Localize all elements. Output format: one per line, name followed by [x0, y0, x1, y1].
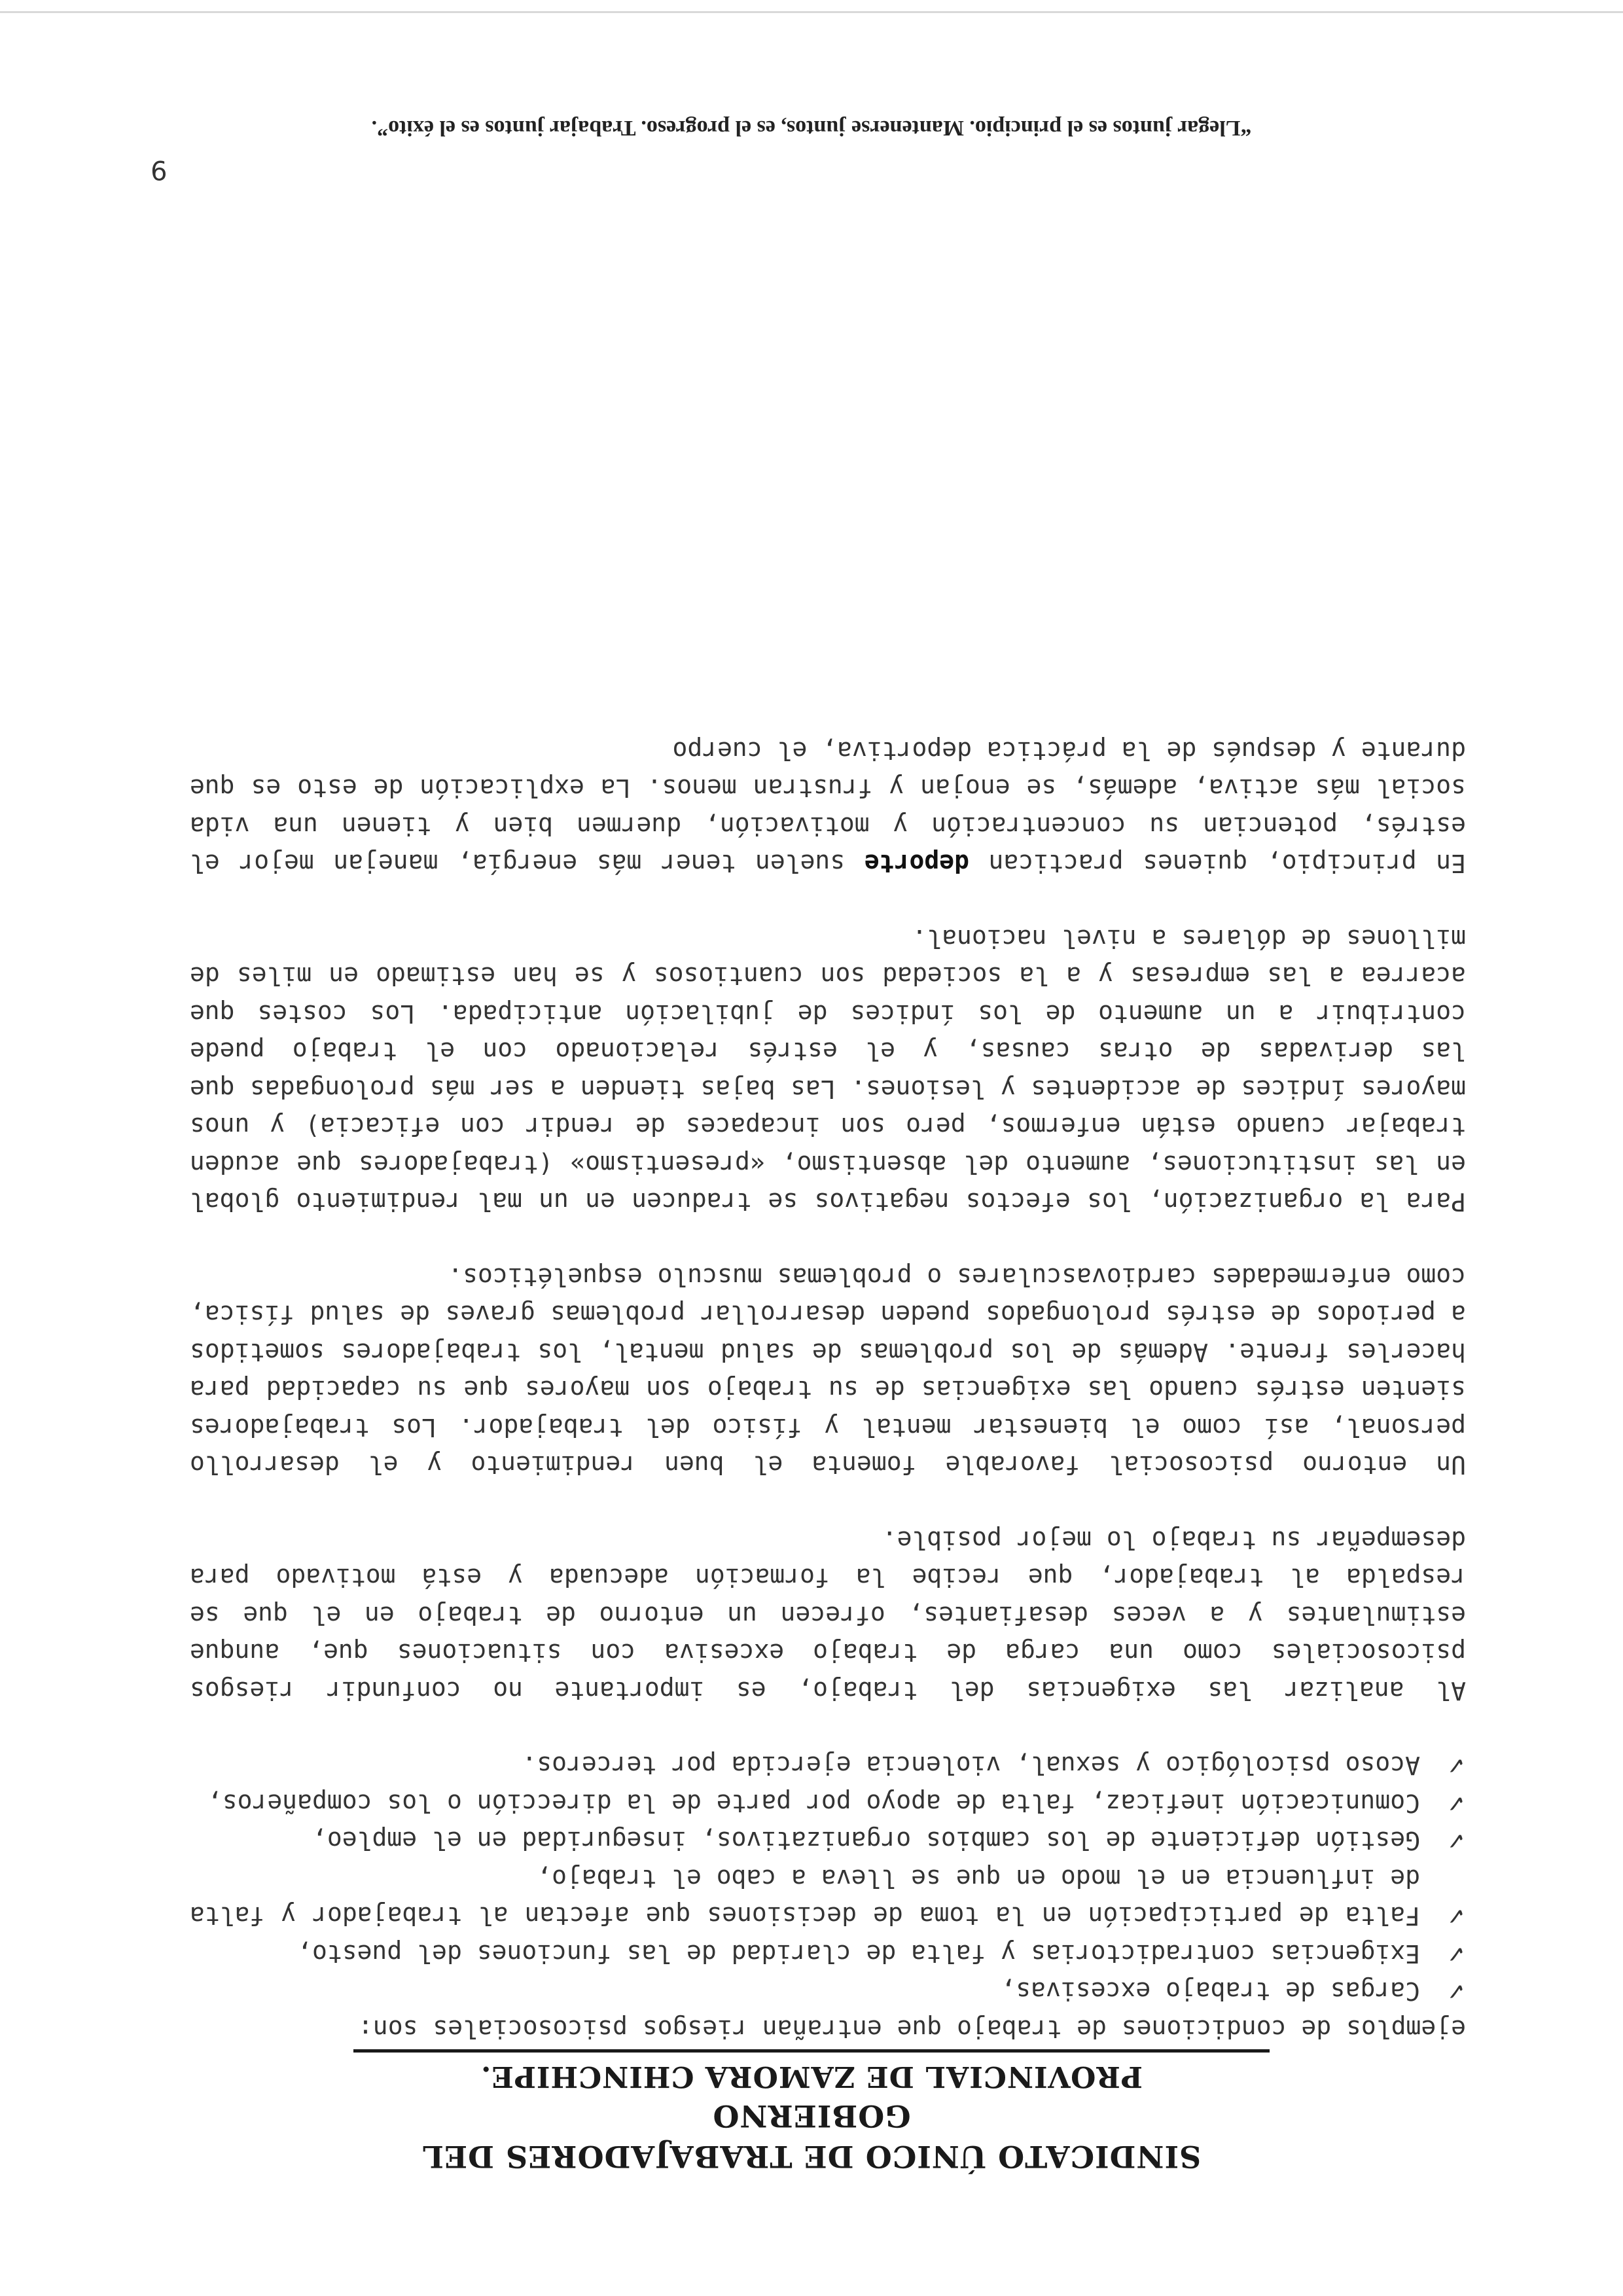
body-paragraph: Para la organización, los efectos negativos se traducen en un mal rendimiento global en las instituciones, aumento del absentismo, «presentismo» (trabajadores que acuden trabajar cuando están enfermos, pero son incapaces de rendir con eficacia) y unos mayores índices de accidentes y lesiones. Las bajas tienden a ser más prolongadas que las derivadas de otras causas, y el estrés relacionado con el trabajo puede contribuir a un aumento de los índices de jubilación anticipada. Los costes que acarrea a las empresas y a la sociedad son cuantiosos y se han estimado en miles de millones de dólares a nivel nacional. [190, 924, 1466, 1217]
footer-motto: “Llegar juntos es el principio. Mantenerse juntos, es el progreso. Trabajar juntos es el éxito”. [371, 116, 1252, 140]
checkmark-icon: ✓ [1446, 1940, 1466, 1967]
list-item-text: Gestión deficiente de los cambios organizativos, inseguridad en el empleo, [312, 1826, 1420, 1856]
paragraph-text-start: En principio, quienes practican [969, 849, 1466, 878]
letterhead-line-1: SINDICATO ÚNICO DE TRABAJADORES DEL GOBIERNO [421, 2098, 1202, 2174]
checkmark-icon: ✓ [1446, 1977, 1466, 2005]
checkmark-icon: ✓ [1446, 1902, 1466, 1929]
body-paragraph: Un entorno psicosocial favorable fomenta el buen rendimiento y el desarrollo personal, así como el bienestar mental y físico del trabajador. Los trabajadores sienten estrés cuando las exigencias de su trabajo son mayores que su capacidad para hacerles frente. Además de los problemas de salud mental, los trabajadores sometidos a periodos de estrés prolongados pueden desarrollar problemas graves de salud física, como enfermedades cardiovasculares o problemas musculo esqueléticos. [190, 1263, 1466, 1480]
letterhead-underline [353, 2049, 1270, 2053]
list-item-text: Cargas de trabajo excesivas, [1001, 1977, 1420, 2006]
keyword-deporte: deporte [864, 849, 969, 878]
checkmark-icon: ✓ [1446, 1789, 1466, 1816]
checkmark-icon: ✓ [1446, 1827, 1466, 1854]
spacer [190, 1709, 1466, 1746]
list-item [190, 1821, 1466, 1859]
list-item [190, 1859, 1466, 1935]
list-item [190, 1746, 1466, 1784]
list-item-text: Comunicación ineficaz, falta de apoyo por parte de la dirección o los compañeros, [207, 1789, 1420, 1818]
list-item [190, 1935, 1466, 1973]
body-paragraph-deporte [190, 732, 1466, 882]
scan-edge-line [0, 11, 1623, 13]
page-body [190, 732, 1466, 2048]
letterhead [327, 2049, 1296, 2177]
list-item [190, 1784, 1466, 1822]
spacer [190, 882, 1466, 920]
checkmark-icon: ✓ [1446, 1751, 1466, 1779]
list-item [190, 1972, 1466, 2010]
body-paragraph: Al analizar las exigencias del trabajo, es importante no confundir riesgos psicosociales como una carga de trabajo excesiva con situaciones que, aunque estimulantes y a veces desafiantes, ofrecen un entorno de trabajo en el que se respalda al trabajador, que recibe la formación adecuada y está motivado para desempeñar su trabajo lo mejor posible. [190, 1526, 1466, 1705]
spacer [190, 1484, 1466, 1521]
letterhead-line-2: PROVINCIAL DE ZAMORA CHINCHIPE. [480, 2060, 1143, 2093]
risk-list [190, 1746, 1466, 2010]
intro-paragraph: ejemplos de condiciones de trabajo que entrañan riesgos psicosociales son: [358, 2015, 1466, 2043]
page-number: 9 [151, 154, 168, 185]
paragraph-text-end: suelen tener más energía, manejan mejor el estrés, potencian su concentración y motivación, duermen bien y tienen una vida social más activa, además, se enojan y frustran menos. La explicación de esto es que durante y después de la práctica deportiva, el cuerpo [190, 736, 1466, 878]
list-item-text: Falta de participación en la toma de decisiones que afectan al trabajador y falta de influencia en el modo en que se lleva a cabo el trabajo, [190, 1864, 1420, 1931]
list-item-text: Exigencias contradictorias y falta de claridad de las funciones del puesto, [297, 1939, 1420, 1968]
spacer [190, 1221, 1466, 1258]
list-item-text: Acoso psicológico y sexual, violencia ejercida por terceros. [522, 1751, 1420, 1780]
